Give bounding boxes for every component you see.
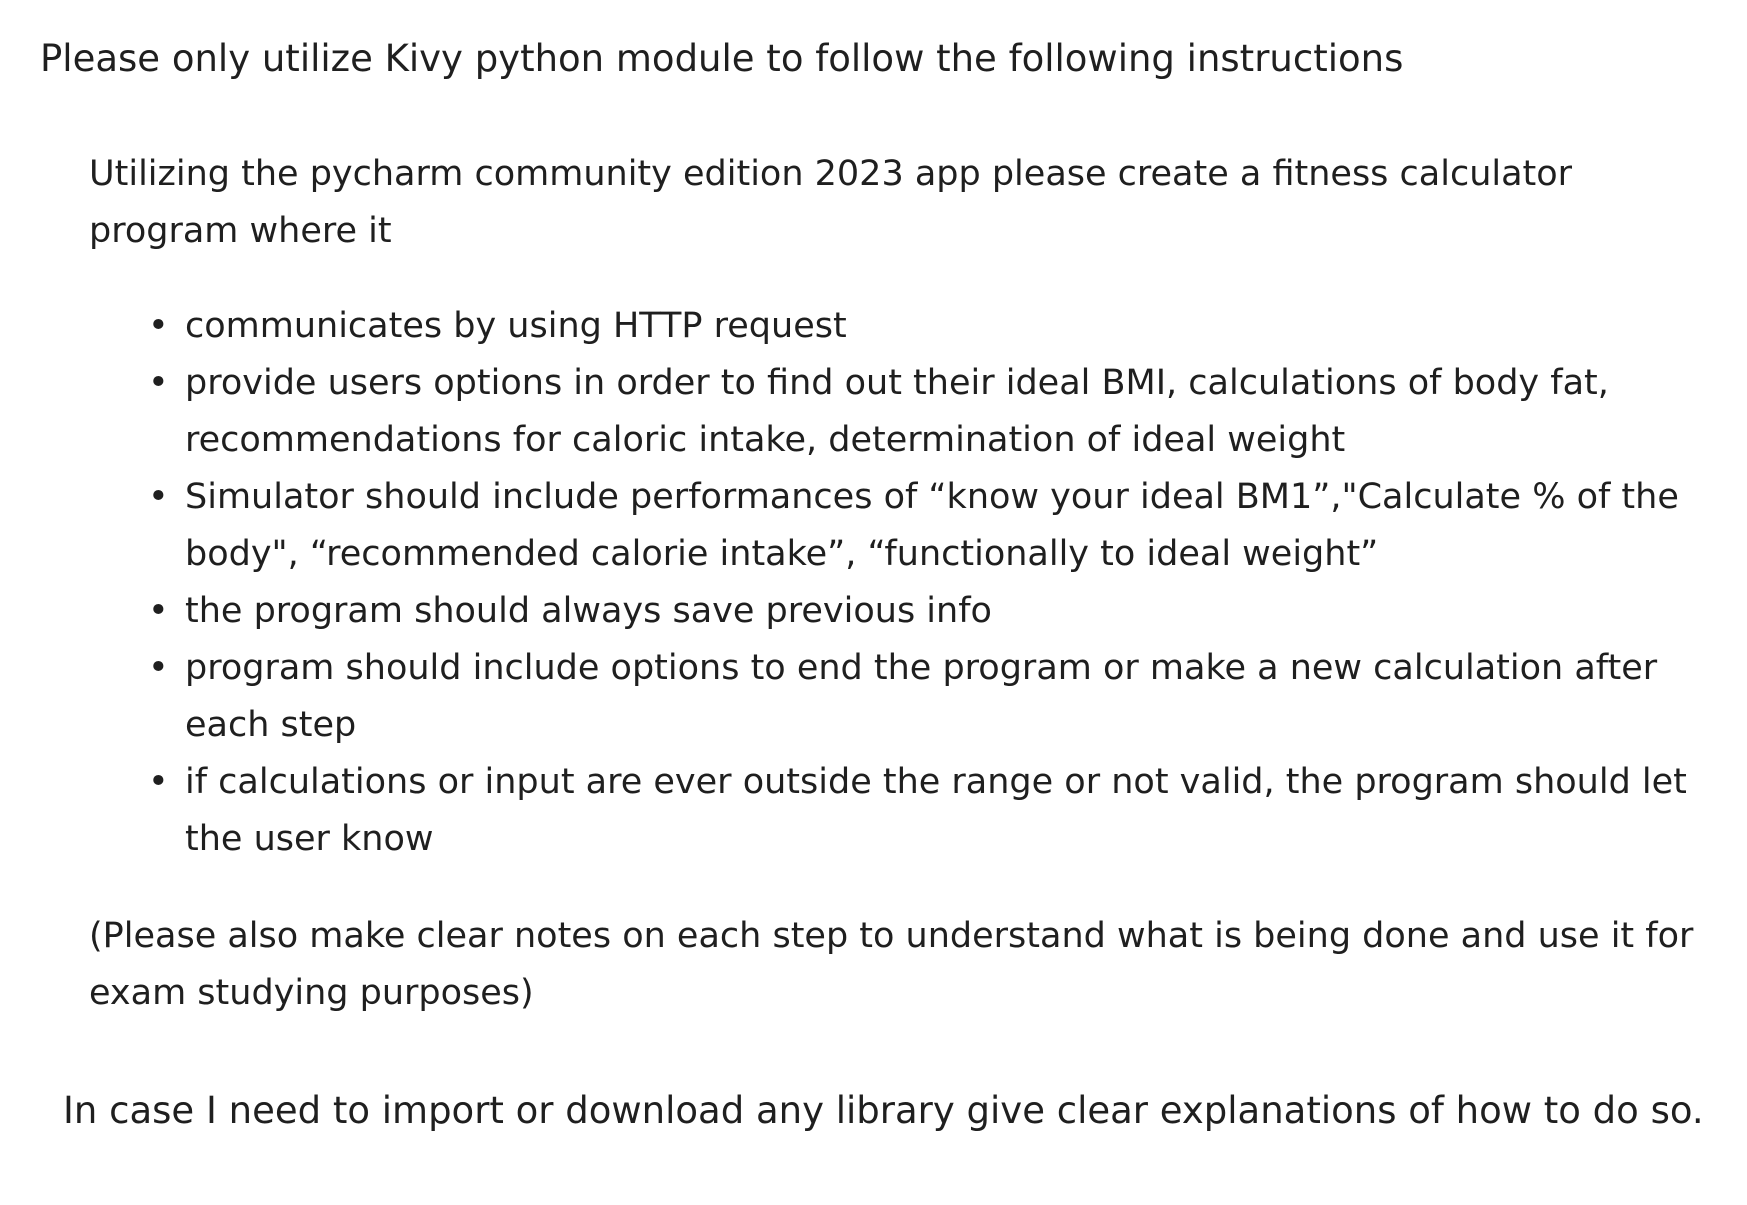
closing-text: In case I need to import or download any library give clear explanations of how to do so. <box>63 1089 1704 1132</box>
list-item <box>148 355 1705 469</box>
requirement-text: program should include options to end the program or make a new calculation after each step <box>185 648 1658 745</box>
requirement-text: the program should always save previous info <box>185 591 992 631</box>
requirement-text: Simulator should include performances of “know your ideal BM1”,"Calculate % of the body", “recommended calorie intake”, “functionally to ideal weight” <box>185 477 1679 574</box>
list-item <box>148 754 1705 868</box>
list-item <box>148 298 1705 355</box>
notes-text: (Please also make clear notes on each step to understand what is being done and use it for exam studying purposes) <box>89 916 1694 1013</box>
list-item <box>148 469 1705 583</box>
intro-text: Please only utilize Kivy python module to follow the following instructions <box>40 37 1404 80</box>
list-item <box>148 640 1705 754</box>
list-item <box>148 583 1705 640</box>
requirements-list <box>148 298 1705 868</box>
bullet-icon: • <box>148 477 169 517</box>
requirement-text: communicates by using HTTP request <box>185 306 847 346</box>
bullet-icon: • <box>148 648 169 688</box>
bullet-icon: • <box>148 363 169 403</box>
bullet-icon: • <box>148 591 169 631</box>
requirement-text: provide users options in order to find out their ideal BMI, calculations of body fat, recommendations for caloric intake, determination of ideal weight <box>185 363 1609 460</box>
bullet-icon: • <box>148 306 169 346</box>
task-description: Utilizing the pycharm community edition 2023 app please create a fitness calculator program where it <box>89 154 1573 251</box>
bullet-icon: • <box>148 762 169 802</box>
requirement-text: if calculations or input are ever outside the range or not valid, the program should let the user know <box>185 762 1687 859</box>
